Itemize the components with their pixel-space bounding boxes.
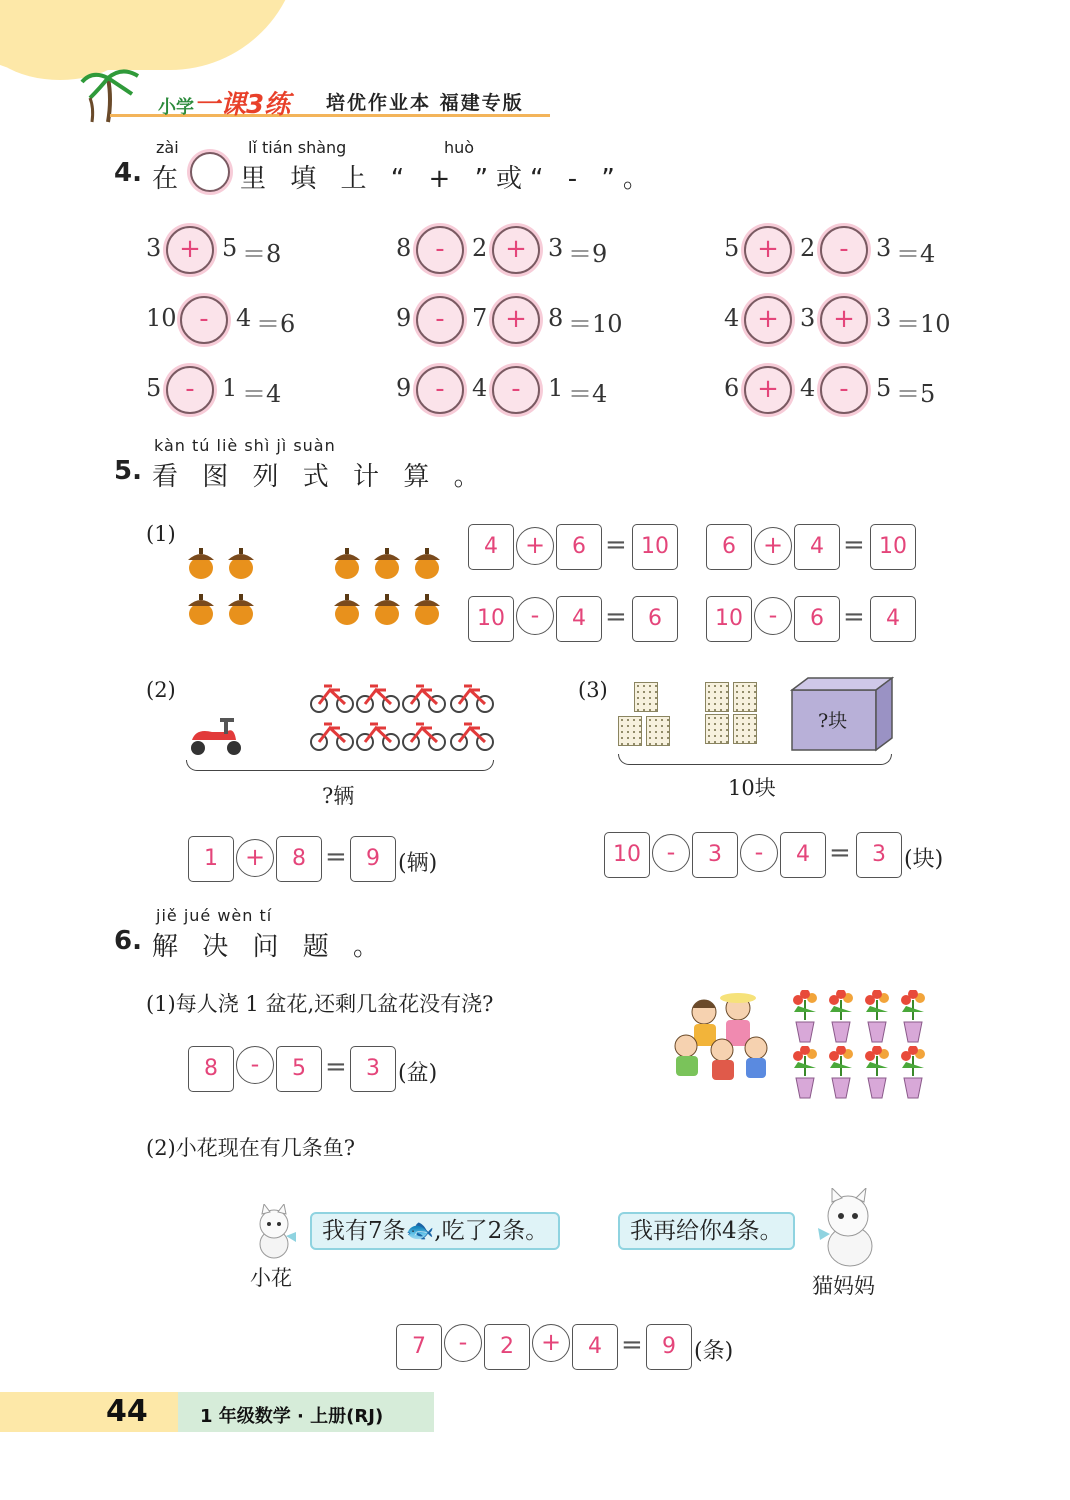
bicycle-icon — [356, 718, 400, 756]
cracker-icon — [618, 716, 642, 746]
equation-result: ＝9 — [568, 240, 608, 268]
sub-question: (2)小花现在有几条鱼? — [146, 1136, 356, 1160]
operand: 5 — [724, 234, 740, 262]
answer-box: 8 — [276, 836, 322, 882]
brand-subtitle: 培优作业本 福建专版 — [326, 92, 524, 114]
flowerpot-icon — [824, 1046, 858, 1104]
pinyin: jiě jué wèn tí — [156, 906, 273, 925]
answer-box: 4 — [780, 832, 826, 878]
answer-box: 6 — [556, 524, 602, 570]
operator-answer: + — [505, 234, 527, 264]
children-illustration — [668, 990, 772, 1098]
operator-answer: - — [185, 374, 195, 404]
operand: 4 — [800, 374, 816, 402]
operator-circle: + — [532, 1324, 570, 1362]
flowerpot-icon — [896, 990, 930, 1048]
operand: 4 — [472, 374, 488, 402]
cracker-icon — [705, 682, 729, 712]
flower-answer-circle — [744, 366, 792, 414]
operand: 1 — [222, 374, 238, 402]
bicycle-icon — [356, 680, 400, 718]
box-label: ?块 — [818, 710, 848, 732]
cracker-icon — [634, 682, 658, 712]
part-label: (2) — [146, 678, 176, 702]
brand-title: 小学一课3练 — [158, 90, 291, 120]
operand: 3 — [146, 234, 162, 262]
question-text: 在 — [152, 164, 187, 194]
operator-answer: + — [757, 374, 779, 404]
part-label: (3) — [578, 678, 608, 702]
cracker-icon — [733, 714, 757, 744]
operand: 10 — [146, 304, 177, 332]
question-number: 4. — [114, 158, 142, 188]
kitten-icon — [252, 1204, 302, 1260]
mother-cat-icon — [814, 1188, 890, 1268]
operand: 5 — [876, 374, 892, 402]
operator-circle: - — [652, 834, 690, 872]
equation-result: ＝4 — [568, 380, 608, 408]
brace-label: ?辆 — [322, 784, 355, 808]
acorn-icon — [372, 546, 402, 580]
question-text: 解 决 问 题 。 — [152, 932, 388, 962]
grade-label: 1 年级数学 · 上册(RJ) — [200, 1406, 384, 1427]
question-text: 里 填 上 “ + ”或“ - ”。 — [240, 164, 657, 194]
flower-answer-circle — [820, 226, 868, 274]
equals-sign: = — [843, 602, 865, 632]
flowerpot-icon — [824, 990, 858, 1048]
question-number: 6. — [114, 926, 142, 956]
equation-result: ＝10 — [568, 310, 623, 338]
equation-result: ＝4 — [896, 240, 936, 268]
bicycle-icon — [450, 718, 494, 756]
equation-result: ＝4 — [242, 380, 282, 408]
character-name: 小花 — [250, 1266, 292, 1290]
acorn-icon — [372, 592, 402, 626]
operand: 5 — [146, 374, 162, 402]
acorn-icon — [332, 546, 362, 580]
operand: 5 — [222, 234, 238, 262]
answer-box: 10 — [632, 524, 678, 570]
answer-box: 4 — [572, 1324, 618, 1370]
answer-box: 10 — [604, 832, 650, 878]
flower-answer-circle — [166, 366, 214, 414]
answer-box: 1 — [188, 836, 234, 882]
operator-answer: + — [757, 304, 779, 334]
operator-answer: - — [435, 234, 445, 264]
flowerpot-icon — [788, 1046, 822, 1104]
part-label: (1) — [146, 522, 176, 546]
bicycle-icon — [310, 680, 354, 718]
flowerpot-icon — [860, 1046, 894, 1104]
unit-label: (盆) — [398, 1061, 438, 1086]
pinyin: kàn tú liè shì jì suàn — [154, 436, 336, 455]
cracker-icon — [646, 716, 670, 746]
scooter-icon — [186, 716, 246, 756]
operand: 3 — [800, 304, 816, 332]
operand: 9 — [396, 374, 412, 402]
equation-result: ＝5 — [896, 380, 936, 408]
footer-band — [0, 1392, 178, 1432]
operator-answer: - — [839, 234, 849, 264]
question-number: 5. — [114, 456, 142, 486]
sub-question: (1)每人浇 1 盆花,还剩几盆花没有浇? — [146, 992, 494, 1016]
flowerpot-icon — [860, 990, 894, 1048]
equals-sign: = — [621, 1330, 643, 1360]
unit-label: (条) — [694, 1339, 734, 1364]
speech-bubble: 我有7条🐟,吃了2条。 — [310, 1212, 560, 1250]
answer-box: 3 — [692, 832, 738, 878]
answer-box: 6 — [794, 596, 840, 642]
flowerpot-icon — [896, 1046, 930, 1104]
equals-sign: = — [325, 842, 347, 872]
answer-box: 4 — [794, 524, 840, 570]
flower-answer-circle — [820, 366, 868, 414]
answer-box: 8 — [188, 1046, 234, 1092]
answer-box: 7 — [396, 1324, 442, 1370]
operator-circle: + — [236, 839, 274, 877]
flower-answer-circle — [492, 366, 540, 414]
answer-box: 5 — [276, 1046, 322, 1092]
question-text: 看 图 列 式 计 算 。 — [152, 462, 488, 492]
flower-answer-circle — [744, 296, 792, 344]
operand: 3 — [876, 304, 892, 332]
operator-answer: - — [839, 374, 849, 404]
bicycle-icon — [310, 718, 354, 756]
brace — [618, 754, 892, 765]
equals-sign: = — [605, 530, 627, 560]
answer-box: 9 — [646, 1324, 692, 1370]
bicycle-icon — [402, 718, 446, 756]
brace — [186, 760, 494, 771]
answer-box: 3 — [856, 832, 902, 878]
equals-sign: = — [605, 602, 627, 632]
equals-sign: = — [843, 530, 865, 560]
speech-bubble: 我再给你4条。 — [618, 1212, 795, 1250]
flower-answer-circle — [492, 226, 540, 274]
flower-answer-circle — [416, 296, 464, 344]
operator-answer: - — [199, 304, 209, 334]
pinyin: lǐ tián shàng — [248, 138, 347, 157]
cracker-icon — [705, 714, 729, 744]
operand: 4 — [236, 304, 252, 332]
operand: 2 — [472, 234, 488, 262]
answer-box: 9 — [350, 836, 396, 882]
equals-sign: = — [829, 838, 851, 868]
acorn-icon — [412, 546, 442, 580]
operator-circle: - — [740, 834, 778, 872]
flowerpot-icon — [788, 990, 822, 1048]
equals-sign: = — [325, 1052, 347, 1082]
answer-box: 4 — [870, 596, 916, 642]
answer-box: 6 — [632, 596, 678, 642]
operand: 1 — [548, 374, 564, 402]
operator-circle: + — [754, 527, 792, 565]
flower-answer-circle — [166, 226, 214, 274]
operator-circle: - — [444, 1324, 482, 1362]
character-name: 猫妈妈 — [812, 1274, 875, 1298]
operator-circle: - — [516, 597, 554, 635]
flower-answer-circle — [744, 226, 792, 274]
flower-answer-circle — [492, 296, 540, 344]
answer-box: 10 — [468, 596, 514, 642]
answer-box: 6 — [706, 524, 752, 570]
acorn-icon — [226, 546, 256, 580]
acorn-icon — [332, 592, 362, 626]
unit-label: (辆) — [398, 851, 438, 876]
unit-label: (块) — [904, 847, 944, 872]
operator-circle: - — [236, 1046, 274, 1084]
equation-result: ＝10 — [896, 310, 951, 338]
operator-circle: + — [516, 527, 554, 565]
operator-answer: + — [505, 304, 527, 334]
acorn-icon — [186, 592, 216, 626]
acorn-icon — [226, 592, 256, 626]
equation-result: ＝8 — [242, 240, 282, 268]
pinyin: huò — [444, 138, 475, 157]
flower-answer-circle — [416, 366, 464, 414]
operator-answer: - — [511, 374, 521, 404]
brace-label: 10块 — [728, 776, 776, 800]
bicycle-icon — [450, 680, 494, 718]
operand: 9 — [396, 304, 412, 332]
flower-blank-icon — [190, 152, 230, 192]
operand: 3 — [876, 234, 892, 262]
flower-answer-circle — [180, 296, 228, 344]
operand: 7 — [472, 304, 488, 332]
acorn-icon — [412, 592, 442, 626]
operand: 2 — [800, 234, 816, 262]
cracker-icon — [733, 682, 757, 712]
operand: 4 — [724, 304, 740, 332]
bicycle-icon — [402, 680, 446, 718]
operator-circle: - — [754, 597, 792, 635]
operator-answer: + — [757, 234, 779, 264]
acorn-icon — [186, 546, 216, 580]
answer-box: 4 — [468, 524, 514, 570]
operand: 8 — [548, 304, 564, 332]
flower-answer-circle — [820, 296, 868, 344]
operator-answer: - — [435, 374, 445, 404]
flower-answer-circle — [416, 226, 464, 274]
pinyin: zài — [156, 138, 179, 157]
operand: 6 — [724, 374, 740, 402]
operator-answer: + — [179, 234, 201, 264]
operator-answer: + — [833, 304, 855, 334]
answer-box: 3 — [350, 1046, 396, 1092]
operand: 8 — [396, 234, 412, 262]
operand: 3 — [548, 234, 564, 262]
equation-result: ＝6 — [256, 310, 296, 338]
answer-box: 4 — [556, 596, 602, 642]
page-number: 44 — [106, 1394, 148, 1429]
operator-answer: - — [435, 304, 445, 334]
answer-box: 10 — [870, 524, 916, 570]
answer-box: 10 — [706, 596, 752, 642]
answer-box: 2 — [484, 1324, 530, 1370]
